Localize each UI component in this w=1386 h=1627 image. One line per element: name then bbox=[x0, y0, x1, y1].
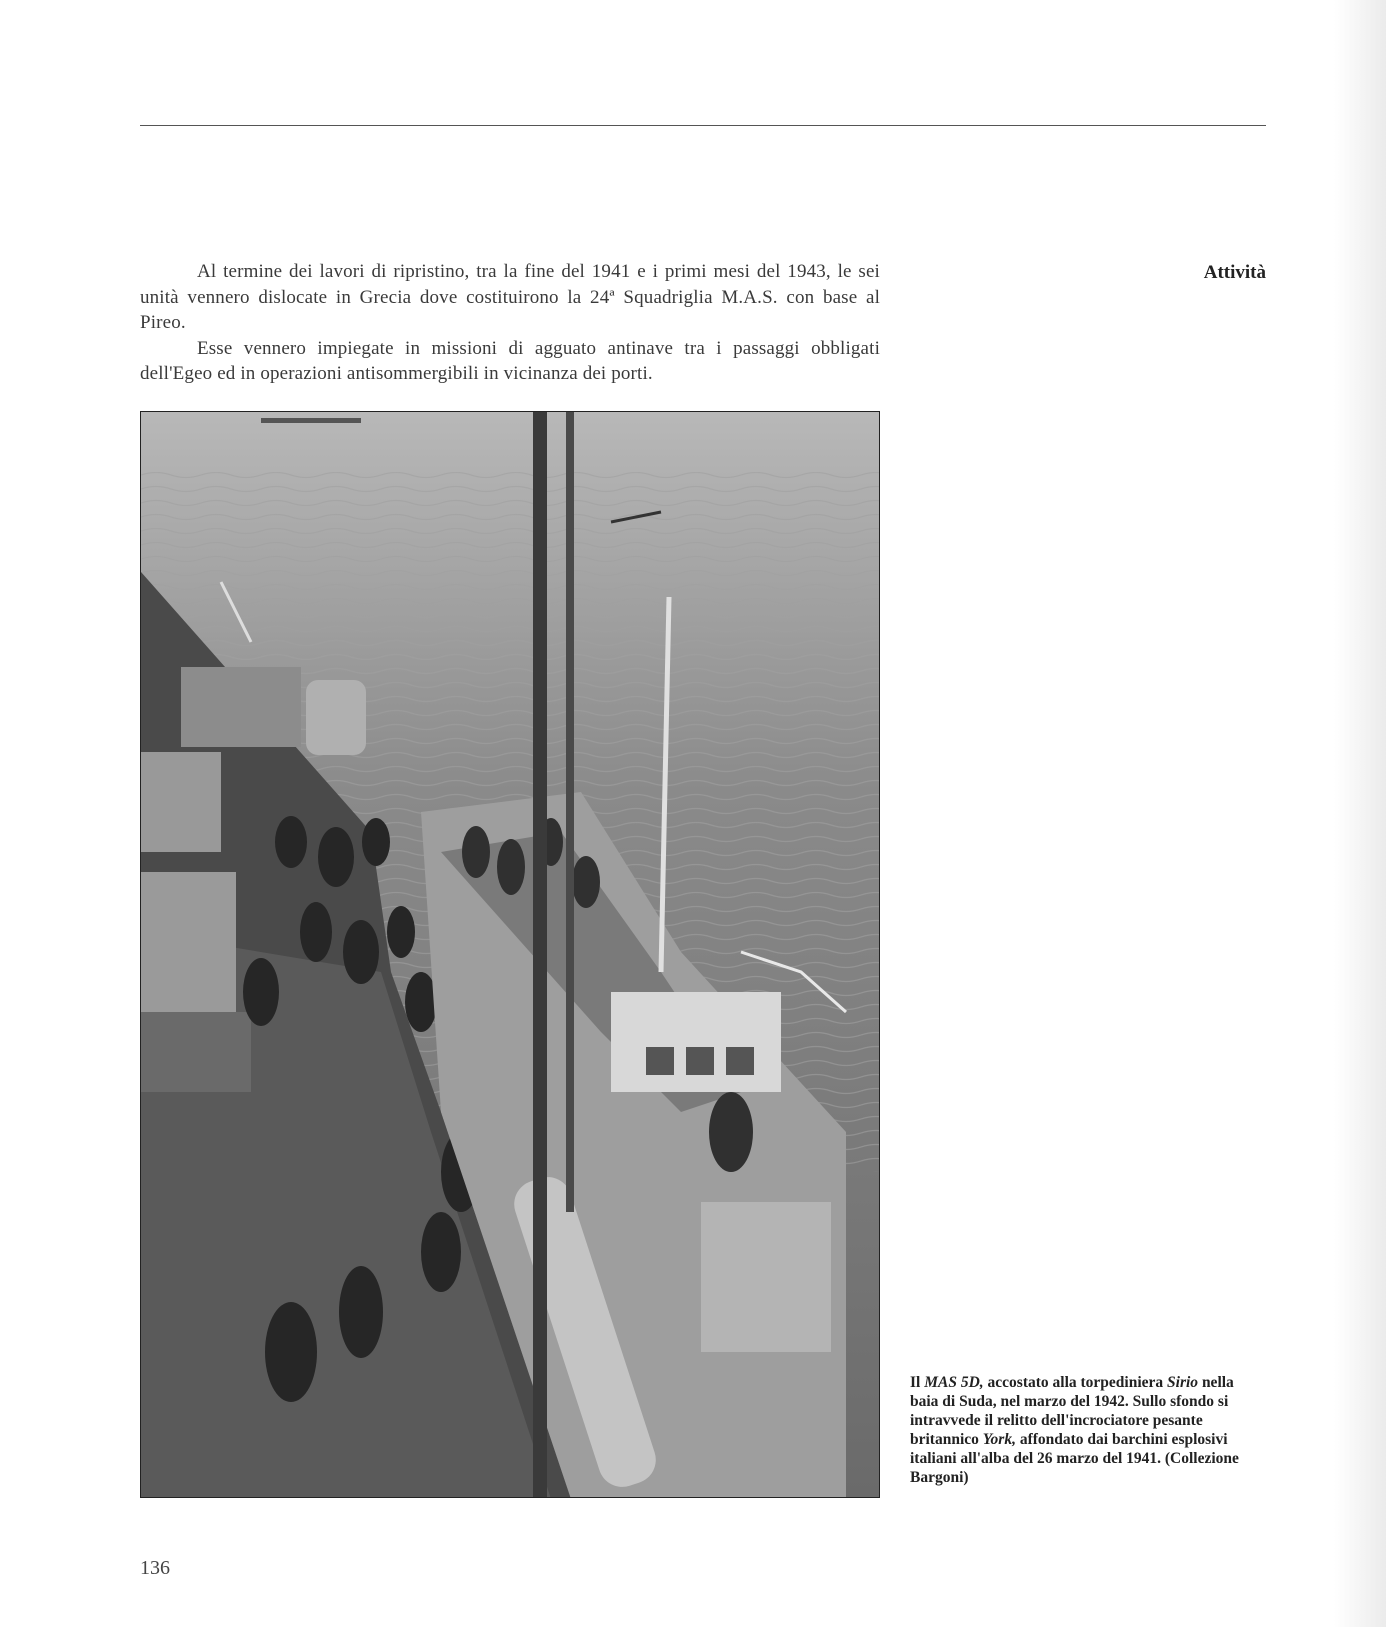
photograph bbox=[140, 411, 880, 1498]
paragraph-1: Al termine dei lavori di ripristino, tra la fine del 1941 e i primi mesi del 1943, le sei unità vennero dislocate in Grecia dove costituirono la 24ª Squadriglia M.A.S. con base al Pireo. bbox=[140, 261, 880, 333]
caption-text-3: affondato dai barchini esplosivi italiani all'alba del 26 marzo del 1941. (Collezione Bargoni) bbox=[910, 1431, 1239, 1486]
caption-ship-name: Sirio bbox=[1167, 1374, 1199, 1391]
caption-wreck-name: York, bbox=[982, 1431, 1016, 1448]
header-rule bbox=[140, 125, 1266, 126]
page-number: 136 bbox=[140, 1557, 170, 1579]
section-label: Attività bbox=[1203, 262, 1266, 283]
photo-caption bbox=[910, 1373, 1260, 1487]
photo-illustration bbox=[141, 412, 880, 1498]
paragraph-2: Esse vennero impiegate in missioni di agguato antinave tra i passaggi obbligati dell'Egeo ed in operazioni antisommergibili in vicinanza dei porti. bbox=[140, 337, 880, 384]
page-edge-shadow bbox=[1334, 0, 1386, 1627]
caption-text-1: accostato alla torpediniera bbox=[983, 1374, 1168, 1391]
caption-lead: Il bbox=[910, 1374, 925, 1391]
body-text bbox=[140, 259, 880, 387]
caption-vessel-name: MAS 5D, bbox=[924, 1374, 984, 1391]
caption-text-2: nella baia di Suda, nel marzo del 1942. Sullo sfondo si intravvede il relitto dell'incrociatore pesante britannico bbox=[910, 1374, 1234, 1448]
